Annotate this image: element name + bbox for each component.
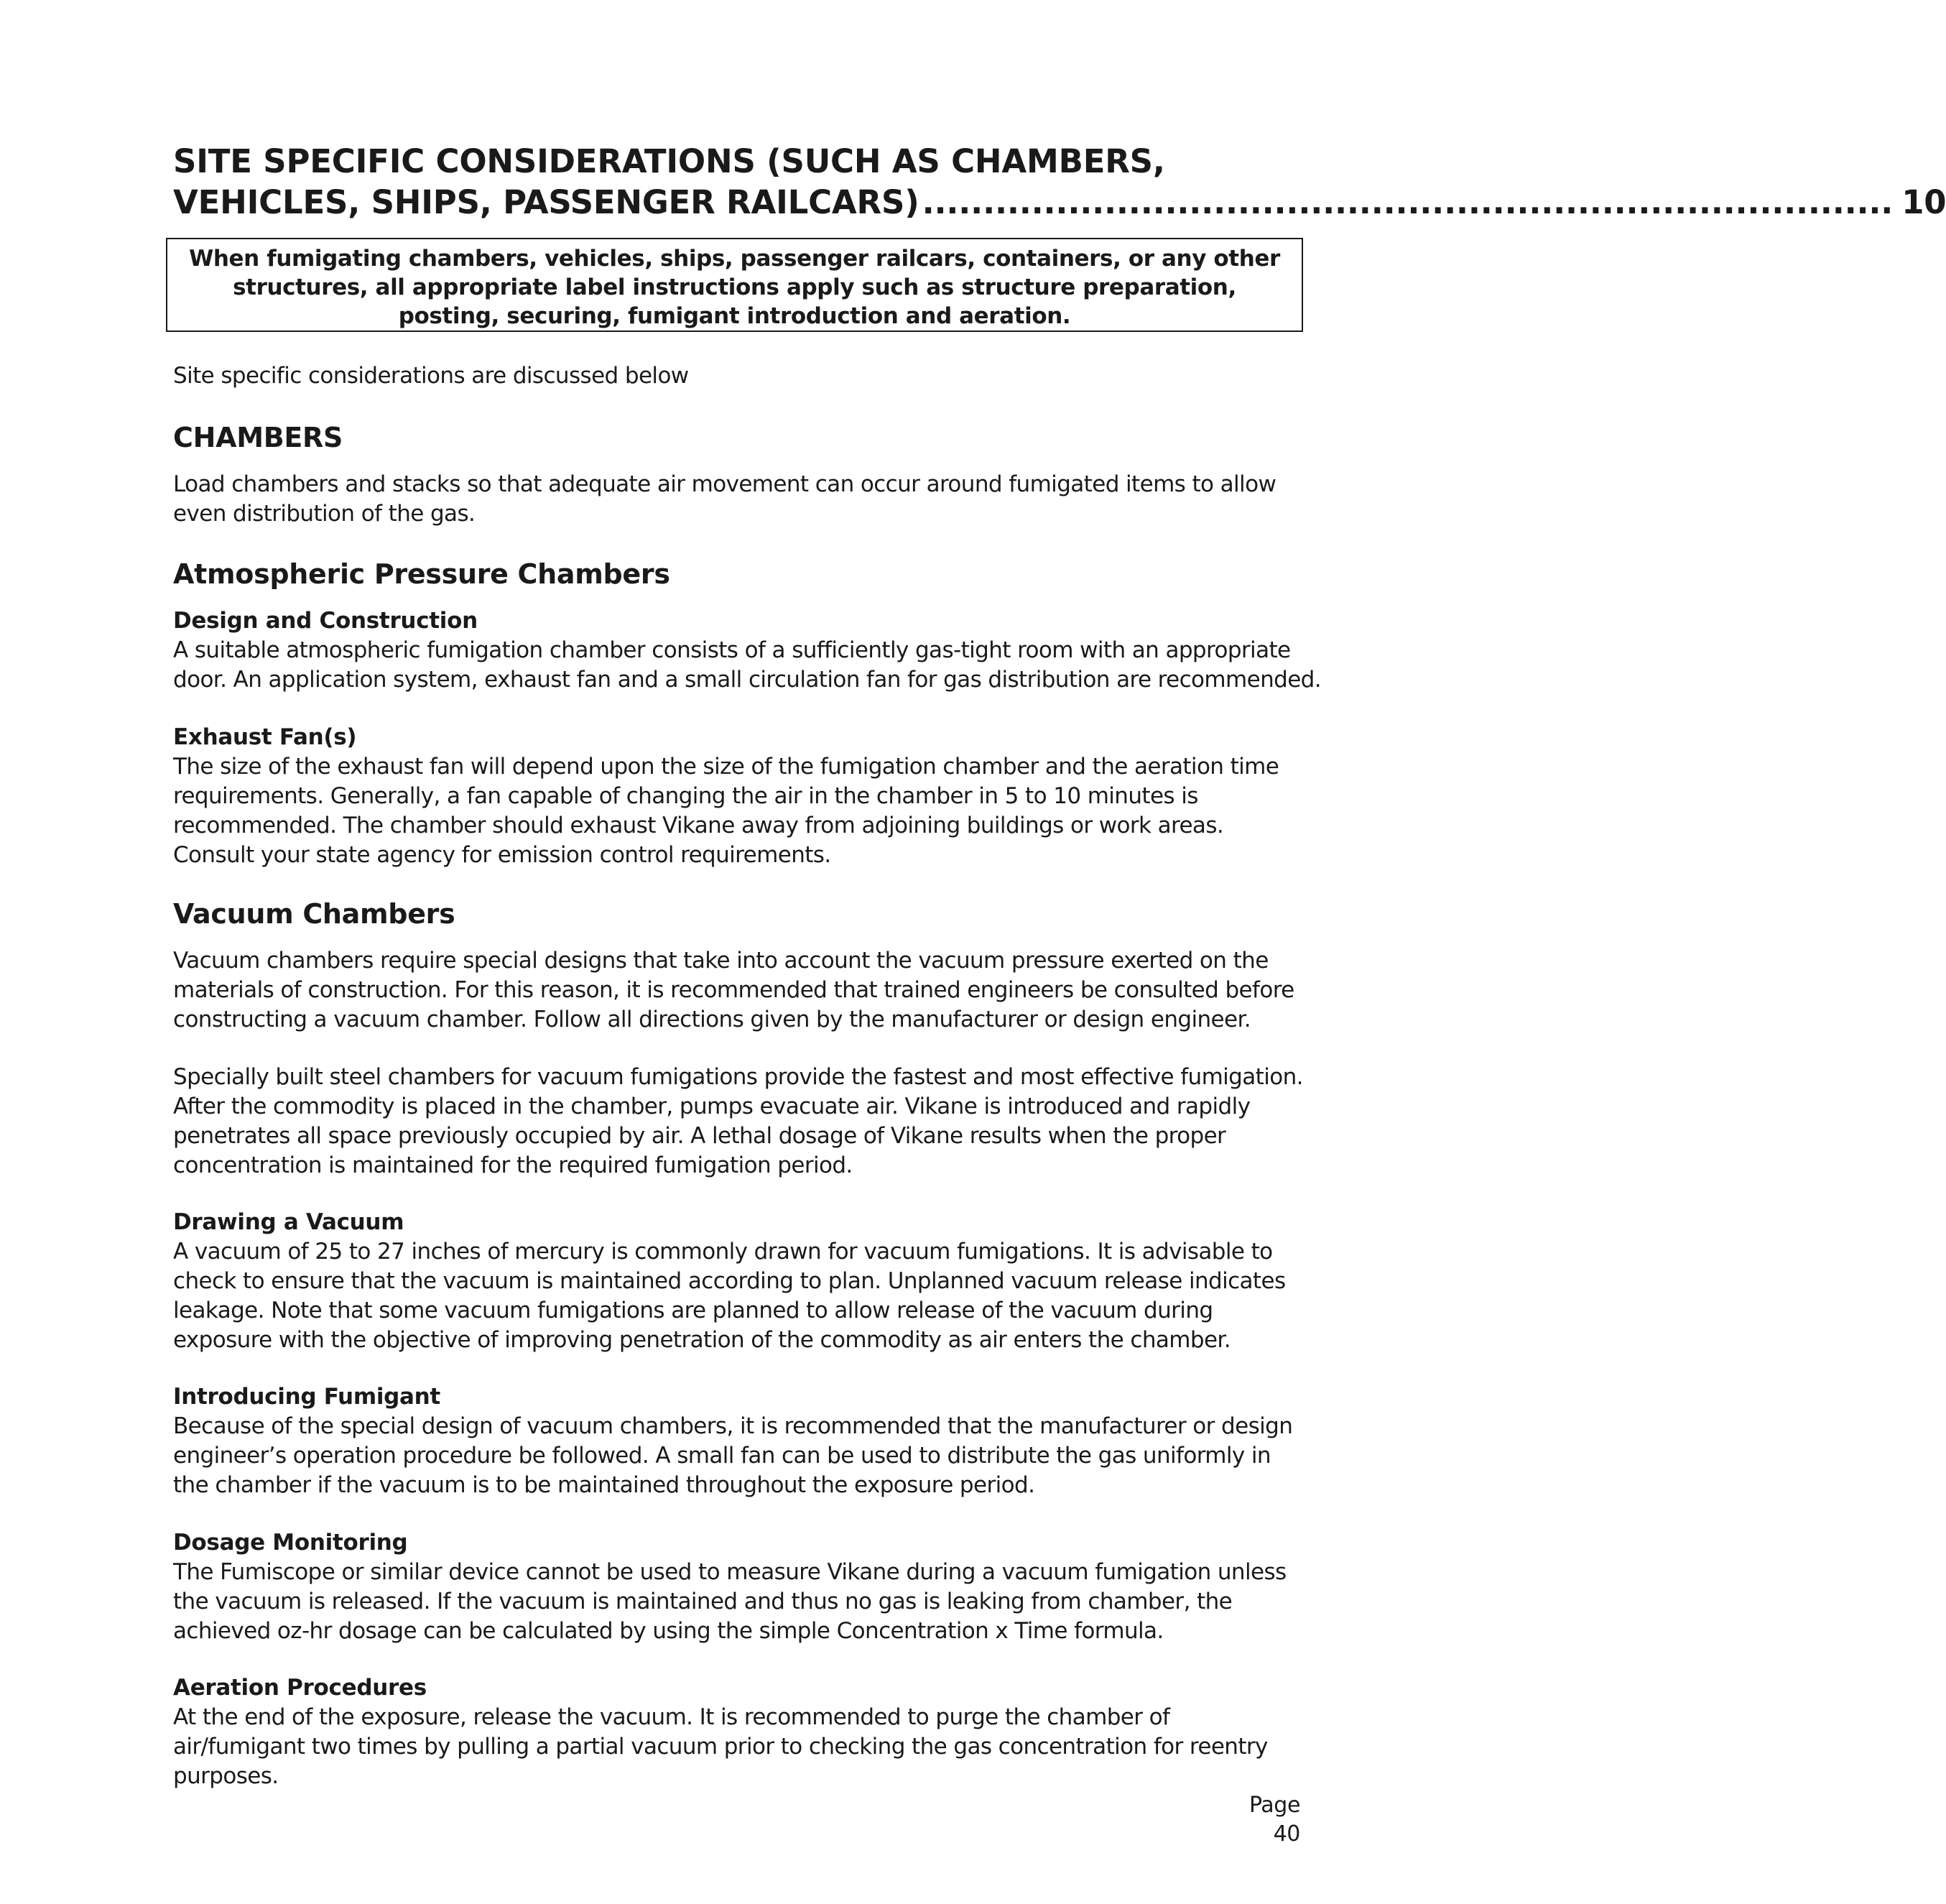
exhaust-text: The size of the exhaust fan will depend upon the size of the fumigation chamber and the aeration time requirements. Generally, a fan capable of changing the air in the chamber in 5 to 10 minutes is recommended. The chamber should exhaust Vikane away from adjoining buildings or work areas. Consult your state agency for emission control requirements. — [173, 754, 1279, 868]
chambers-heading: CHAMBERS — [173, 422, 343, 453]
atmospheric-heading: Atmospheric Pressure Chambers — [173, 558, 670, 590]
label-notice-box: When fumigating chambers, vehicles, ships, passenger railcars, containers, or any other structures, all appropriate label instructions apply such as structure preparation, posting, securing, fumigant introduction and aeration. — [166, 238, 1303, 332]
drawing-text: A vacuum of 25 to 27 inches of mercury is commonly drawn for vacuum fumigations. It is advisable to check to ensure that the vacuum is maintained according to plan. Unplanned vacuum release indicates leakage. Note that some vacuum fumigations are planned to allow release of the vacuum during exposure with the objective of improving penetration of the commodity as air enters the chamber. — [173, 1239, 1286, 1353]
aeration-procedures — [173, 1673, 1322, 1791]
chambers-section — [173, 421, 1322, 454]
vacuum-section — [173, 897, 1322, 930]
toc-dot-leader: ................................................................................ — [922, 183, 1894, 221]
section-title — [173, 141, 1946, 223]
exhaust-heading: Exhaust Fan(s) — [173, 724, 357, 750]
vacuum-heading: Vacuum Chambers — [173, 898, 455, 930]
section-title-line1: SITE SPECIFIC CONSIDERATIONS (SUCH AS CHAMBERS, — [173, 142, 1165, 180]
chambers-text: Load chambers and stacks so that adequate air movement can occur around fumigated items to allow even distribution of the gas. — [173, 471, 1277, 527]
introducing-heading: Introducing Fumigant — [173, 1384, 440, 1410]
intro-paragraph — [173, 361, 1322, 391]
vacuum-para1: Vacuum chambers require special designs that take into account the vacuum pressure exerted on the materials of construction. For this reason, it is recommended that trained engineers be consulted before constructing a vacuum chamber. Follow all directions given by the manufacturer or design engineer. — [173, 948, 1294, 1032]
section-title-line2 — [173, 182, 1946, 223]
section-title-line2-text: VEHICLES, SHIPS, PASSENGER RAILCARS) — [173, 183, 919, 221]
intro-text: Site specific considerations are discussed below — [173, 363, 689, 389]
vacuum-para2: Specially built steel chambers for vacuum fumigations provide the fastest and most effective fumigation. After the commodity is placed in the chamber, pumps evacuate air. Vikane is introduced and rapidly penetrates all space previously occupied by air. A lethal dosage of Vikane results when the proper concentration is maintained for the required fumigation period. — [173, 1064, 1303, 1178]
drawing-vacuum — [173, 1208, 1322, 1355]
aeration-text: At the end of the exposure, release the vacuum. It is recommended to purge the chamber of air/fumigant two times by pulling a partial vacuum prior to checking the gas concentration for reentry purposes. — [173, 1704, 1268, 1789]
exhaust-fans — [173, 723, 1322, 870]
dosage-heading: Dosage Monitoring — [173, 1530, 408, 1556]
vacuum-para2-block — [173, 1063, 1322, 1180]
dosage-text: The Fumiscope or similar device cannot be used to measure Vikane during a vacuum fumigation unless the vacuum is released. If the vacuum is maintained and thus no gas is leaking from chamber, the achieved oz-hr dosage can be calculated by using the simple Concentration x Time formula. — [173, 1559, 1287, 1644]
chambers-body — [173, 470, 1322, 529]
vacuum-para1-block — [173, 946, 1322, 1035]
atmospheric-section — [173, 558, 1322, 591]
drawing-heading: Drawing a Vacuum — [173, 1209, 404, 1235]
dosage-monitoring — [173, 1528, 1322, 1646]
design-construction — [173, 606, 1322, 695]
introducing-text: Because of the special design of vacuum chambers, it is recommended that the manufacturer or design engineer’s operation procedure be followed. A small fan can be used to distribute the gas uniformly in the chamber if the vacuum is to be maintained throughout the exposure period. — [173, 1413, 1293, 1498]
aeration-heading: Aeration Procedures — [173, 1675, 427, 1701]
toc-page-reference: 10 — [1901, 183, 1946, 221]
design-text: A suitable atmospheric fumigation chamber consists of a sufficiently gas-tight room with an appropriate door. An application system, exhaust fan and a small circulation fan for gas distribution are recommended. — [173, 637, 1322, 693]
page-number: Page 40 — [1248, 1793, 1300, 1847]
introducing-fumigant — [173, 1382, 1322, 1500]
design-heading: Design and Construction — [173, 608, 478, 634]
